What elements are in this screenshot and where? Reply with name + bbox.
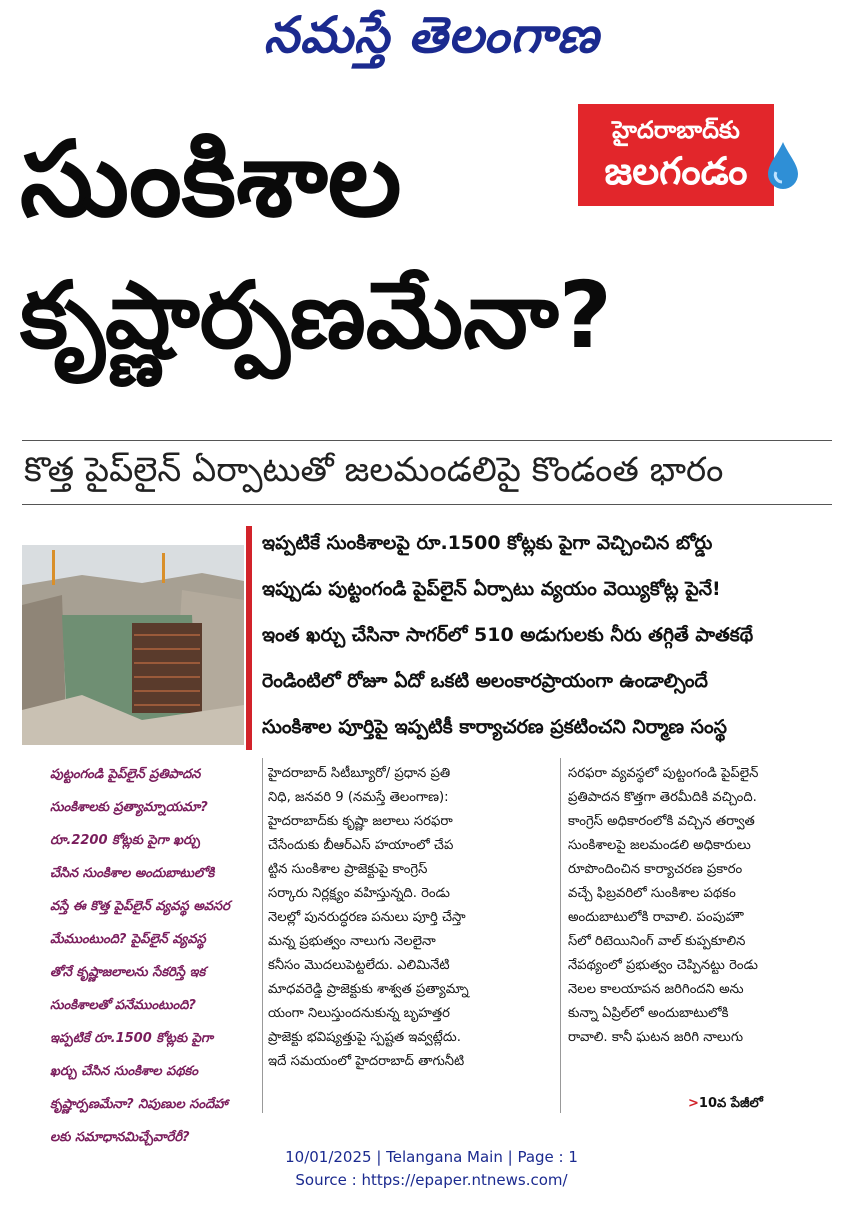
- side-line: ఇప్పటికే రూ.1500 కోట్లకు పైగా: [50, 1031, 213, 1046]
- side-line: పుట్టంగండి పైప్‌లైన్ ప్రతిపాదన: [50, 767, 201, 782]
- continued-label: 10వ పేజీలో: [698, 1096, 763, 1111]
- article-line: సుంకిశాలపై జలమండలి అధికారులు: [568, 838, 751, 853]
- article-line: అందుబాటులోకి రావాలి. పంపుహౌ: [568, 910, 744, 925]
- article-line: యంగా నిలుస్తుందనుకున్న బృహత్తర: [268, 1006, 450, 1021]
- subhead-rule-bottom: [22, 504, 832, 505]
- article-line: ప్రాజెక్టు భవిష్యత్తుపై స్పష్టత ఇవ్వట్లేదు.: [268, 1030, 461, 1045]
- headline-line-1: సుంకిశాల: [20, 118, 402, 240]
- column-divider: [560, 758, 561, 1113]
- bullet-item: ఇప్పటికే సుంకిశాలపై రూ.1500 కోట్లకు పైగా వెచ్చించిన బోర్డు: [262, 532, 713, 554]
- article-line: ఇదే సమయంలో హైదరాబాద్ తాగునీటి: [268, 1054, 465, 1069]
- article-column-2: [568, 762, 840, 1050]
- article-line: నెలల కాలయాపన జరిగిందని అను: [568, 982, 744, 997]
- article-line: సర్కారు నిర్లక్ష్యం వహిస్తున్నది. రెండు: [268, 886, 450, 901]
- article-line: హైదరాబాద్‌కు కృష్ణా జలాలు సరఫరా: [268, 814, 453, 829]
- subheadline: కొత్త పైప్‌లైన్ ఏర్పాటుతో జలమండలిపై కొండంత భారం: [24, 450, 724, 490]
- side-line: లకు సమాధానమిచ్చేవారేరీ?: [50, 1130, 190, 1145]
- bullet-item: ఇంత ఖర్చు చేసినా సాగర్‌లో 510 అడుగులకు నీరు తగ్గితే పాతకథే: [262, 624, 754, 646]
- article-line: కున్నా ఏప్రిల్‌లో అందుబాటులోకి: [568, 1006, 729, 1021]
- article-line: నిధి, జనవరి 9 (నమస్తే తెలంగాణ):: [268, 790, 449, 805]
- subhead-rule-top: [22, 440, 832, 441]
- footer-edition-info: 10/01/2025 | Telangana Main | Page : 1: [285, 1148, 578, 1166]
- bullets-accent-bar: [246, 526, 252, 750]
- continue-arrow-icon: >: [688, 1096, 699, 1111]
- article-line: కనీసం మొదలుపెట్టలేదు. ఎలిమినేటి: [268, 958, 450, 973]
- article-line: మన్న ప్రభుత్వం నాలుగు నెలలైనా: [268, 934, 436, 949]
- article-line: రూపొందించిన కార్యాచరణ ప్రకారం: [568, 862, 743, 877]
- side-line: తోనే కృష్ణాజలాలను సేకరిస్తే ఇక: [50, 965, 206, 980]
- article-line: ట్టిన సుంకిశాల ప్రాజెక్టుపై కాంగ్రెస్: [268, 862, 428, 877]
- masthead: నమస్తే తెలంగాణ: [263, 6, 600, 64]
- article-line: ప్రతిపాదన కొత్తగా తెరమీదికి వచ్చింది.: [568, 790, 757, 805]
- article-line: హైదరాబాద్ సిటీబ్యూరో/ ప్రధాన ప్రతి: [268, 766, 451, 781]
- article-column-1: [268, 762, 553, 1074]
- side-line: సుంకిశాలతో పనేముంటుంది?: [50, 998, 196, 1013]
- side-line: చేసిన సుంకిశాల అందుబాటులోకి: [50, 866, 215, 881]
- bullet-item: సుంకిశాల పూర్తిపై ఇప్పటికీ కార్యాచరణ ప్రకటించని నిర్మాణ సంస్థ: [262, 716, 727, 738]
- bullet-item: ఇప్పుడు పుట్టంగండి పైప్‌లైన్ ఏర్పాటు వ్యయం వెయ్యికోట్ల పైనే!: [262, 578, 721, 600]
- bullet-list: [262, 526, 837, 756]
- article-line: నేపథ్యంలో ప్రభుత్వం చెప్పినట్టు రెండు: [568, 958, 758, 973]
- side-line: వస్తే ఈ కొత్త పైప్‌లైన్ వ్యవస్థ అవసర: [50, 899, 230, 914]
- column-divider: [262, 758, 263, 1113]
- badge-line-1: హైదరాబాద్‌కు: [612, 116, 740, 144]
- side-line: సుంకిశాలకు ప్రత్యామ్నాయమా?: [50, 800, 208, 815]
- article-line: వచ్చే ఫిబ్రవరిలో సుంకిశాల పథకం: [568, 886, 736, 901]
- headline-line-2: కృష్ణార్పణమేనా?: [20, 262, 613, 369]
- article-line: నెలల్లో పునరుద్ధరణ పనులు పూర్తి చేస్తా: [268, 910, 466, 925]
- article-line: స్‌లో రిటెయినింగ్ వాల్ కుప్పకూలిన: [568, 934, 746, 949]
- side-line: మేముంటుంది? పైప్‌లైన్ వ్యవస్థ: [50, 932, 206, 947]
- side-line: రూ.2200 కోట్లకు పైగా ఖర్చు: [50, 833, 200, 848]
- footer-source-link[interactable]: Source : https://epaper.ntnews.com/: [295, 1171, 568, 1189]
- article-line: సరఫరా వ్యవస్థలో పుట్టంగండి పైప్‌లైన్: [568, 766, 759, 781]
- water-drop-icon: [764, 140, 802, 190]
- continued-on-page: [688, 1096, 763, 1114]
- side-question-box: [50, 758, 258, 1154]
- side-line: కృష్ణార్పణమేనా? నిపుణుల సందేహా: [50, 1097, 228, 1112]
- article-line: కాంగ్రెస్ అధికారంలోకి వచ్చిన తర్వాత: [568, 814, 755, 829]
- article-line: రావాలి. కానీ ఘటన జరిగి నాలుగు: [568, 1030, 744, 1045]
- article-line: చేసేందుకు బీఆర్‌ఎస్ హయాంలో చేప: [268, 838, 454, 853]
- bullet-item: రెండింటిలో రోజూ ఏదో ఒకటి అలంకారప్రాయంగా ఉండాల్సిందే: [262, 670, 708, 692]
- series-badge: [578, 104, 774, 206]
- article-line: మాధవరెడ్డి ప్రాజెక్టుకు శాశ్వత ప్రత్యామ్నా: [268, 982, 469, 997]
- project-site-photo: [22, 545, 244, 745]
- badge-line-2: జలగండం: [604, 149, 748, 193]
- side-line: ఖర్చు చేసిన సుంకిశాల పథకం: [50, 1064, 198, 1079]
